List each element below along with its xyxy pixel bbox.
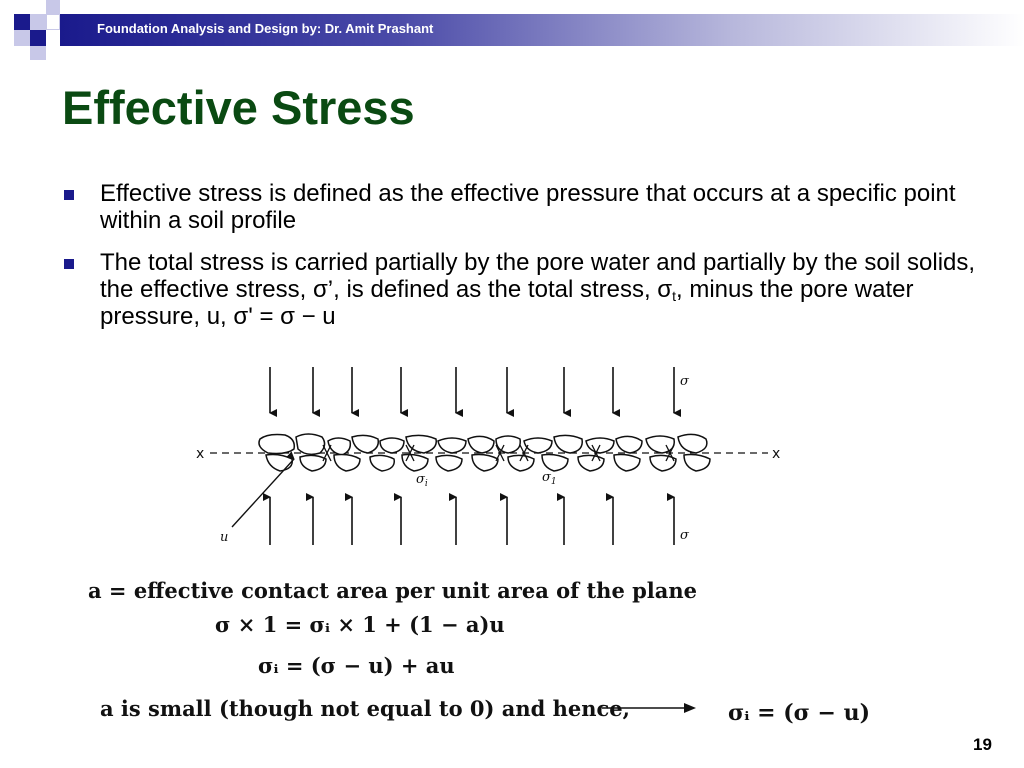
sigma-top-label: σ bbox=[680, 374, 689, 389]
downward-arrows bbox=[270, 367, 674, 413]
equation-result: σᵢ = (σ − u) bbox=[728, 700, 871, 726]
slide-title: Effective Stress bbox=[62, 81, 415, 134]
header-title: Foundation Analysis and Design by: Dr. Amit Prashant bbox=[97, 21, 434, 36]
soil-stress-diagram bbox=[190, 355, 800, 555]
x-right-label: x bbox=[772, 446, 781, 462]
deco-square bbox=[14, 30, 30, 46]
deco-square bbox=[46, 14, 60, 30]
x-left-label: x bbox=[196, 446, 205, 462]
deco-square bbox=[14, 14, 30, 30]
page-number: 19 bbox=[973, 735, 992, 754]
u-pointer bbox=[232, 459, 294, 527]
bullet-item bbox=[62, 180, 982, 234]
bullet-subscript: t bbox=[672, 288, 676, 304]
bullet-item bbox=[62, 249, 982, 330]
bullet-list bbox=[62, 180, 982, 345]
equation-balance: σ × 1 = σᵢ × 1 + (1 − a)u bbox=[215, 612, 505, 637]
bullet-text: The total stress is carried partially by the pore water and partially by the soil solids, the effective stress, σ’, is defined as the total stress, σ bbox=[100, 249, 976, 303]
sigma-bottom-label: σ bbox=[680, 528, 689, 543]
result-arrow bbox=[600, 700, 700, 716]
deco-square bbox=[46, 0, 60, 14]
sigma-1-label: $\sigma_1$ bbox=[542, 470, 557, 487]
equation-approximation: a is small (though not equal to 0) and hence, bbox=[100, 696, 630, 721]
deco-square bbox=[30, 46, 46, 60]
equation-effective: σᵢ = (σ − u) + au bbox=[258, 653, 455, 678]
bullet-text-tail: , minus the pore water pressure, u, σ' = σ − u bbox=[100, 276, 914, 330]
sigma-i-label: $\sigma_i$ bbox=[416, 472, 428, 489]
square-bullet-icon bbox=[64, 259, 74, 269]
u-label: u bbox=[220, 530, 229, 545]
upward-arrows bbox=[270, 497, 674, 545]
deco-square bbox=[30, 30, 46, 46]
deco-square bbox=[30, 14, 46, 30]
bullet-text: Effective stress is defined as the effective pressure that occurs at a specific point within a soil profile bbox=[100, 180, 956, 234]
square-bullet-icon bbox=[64, 190, 74, 200]
equation-definition: a = effective contact area per unit area of the plane bbox=[88, 578, 698, 603]
